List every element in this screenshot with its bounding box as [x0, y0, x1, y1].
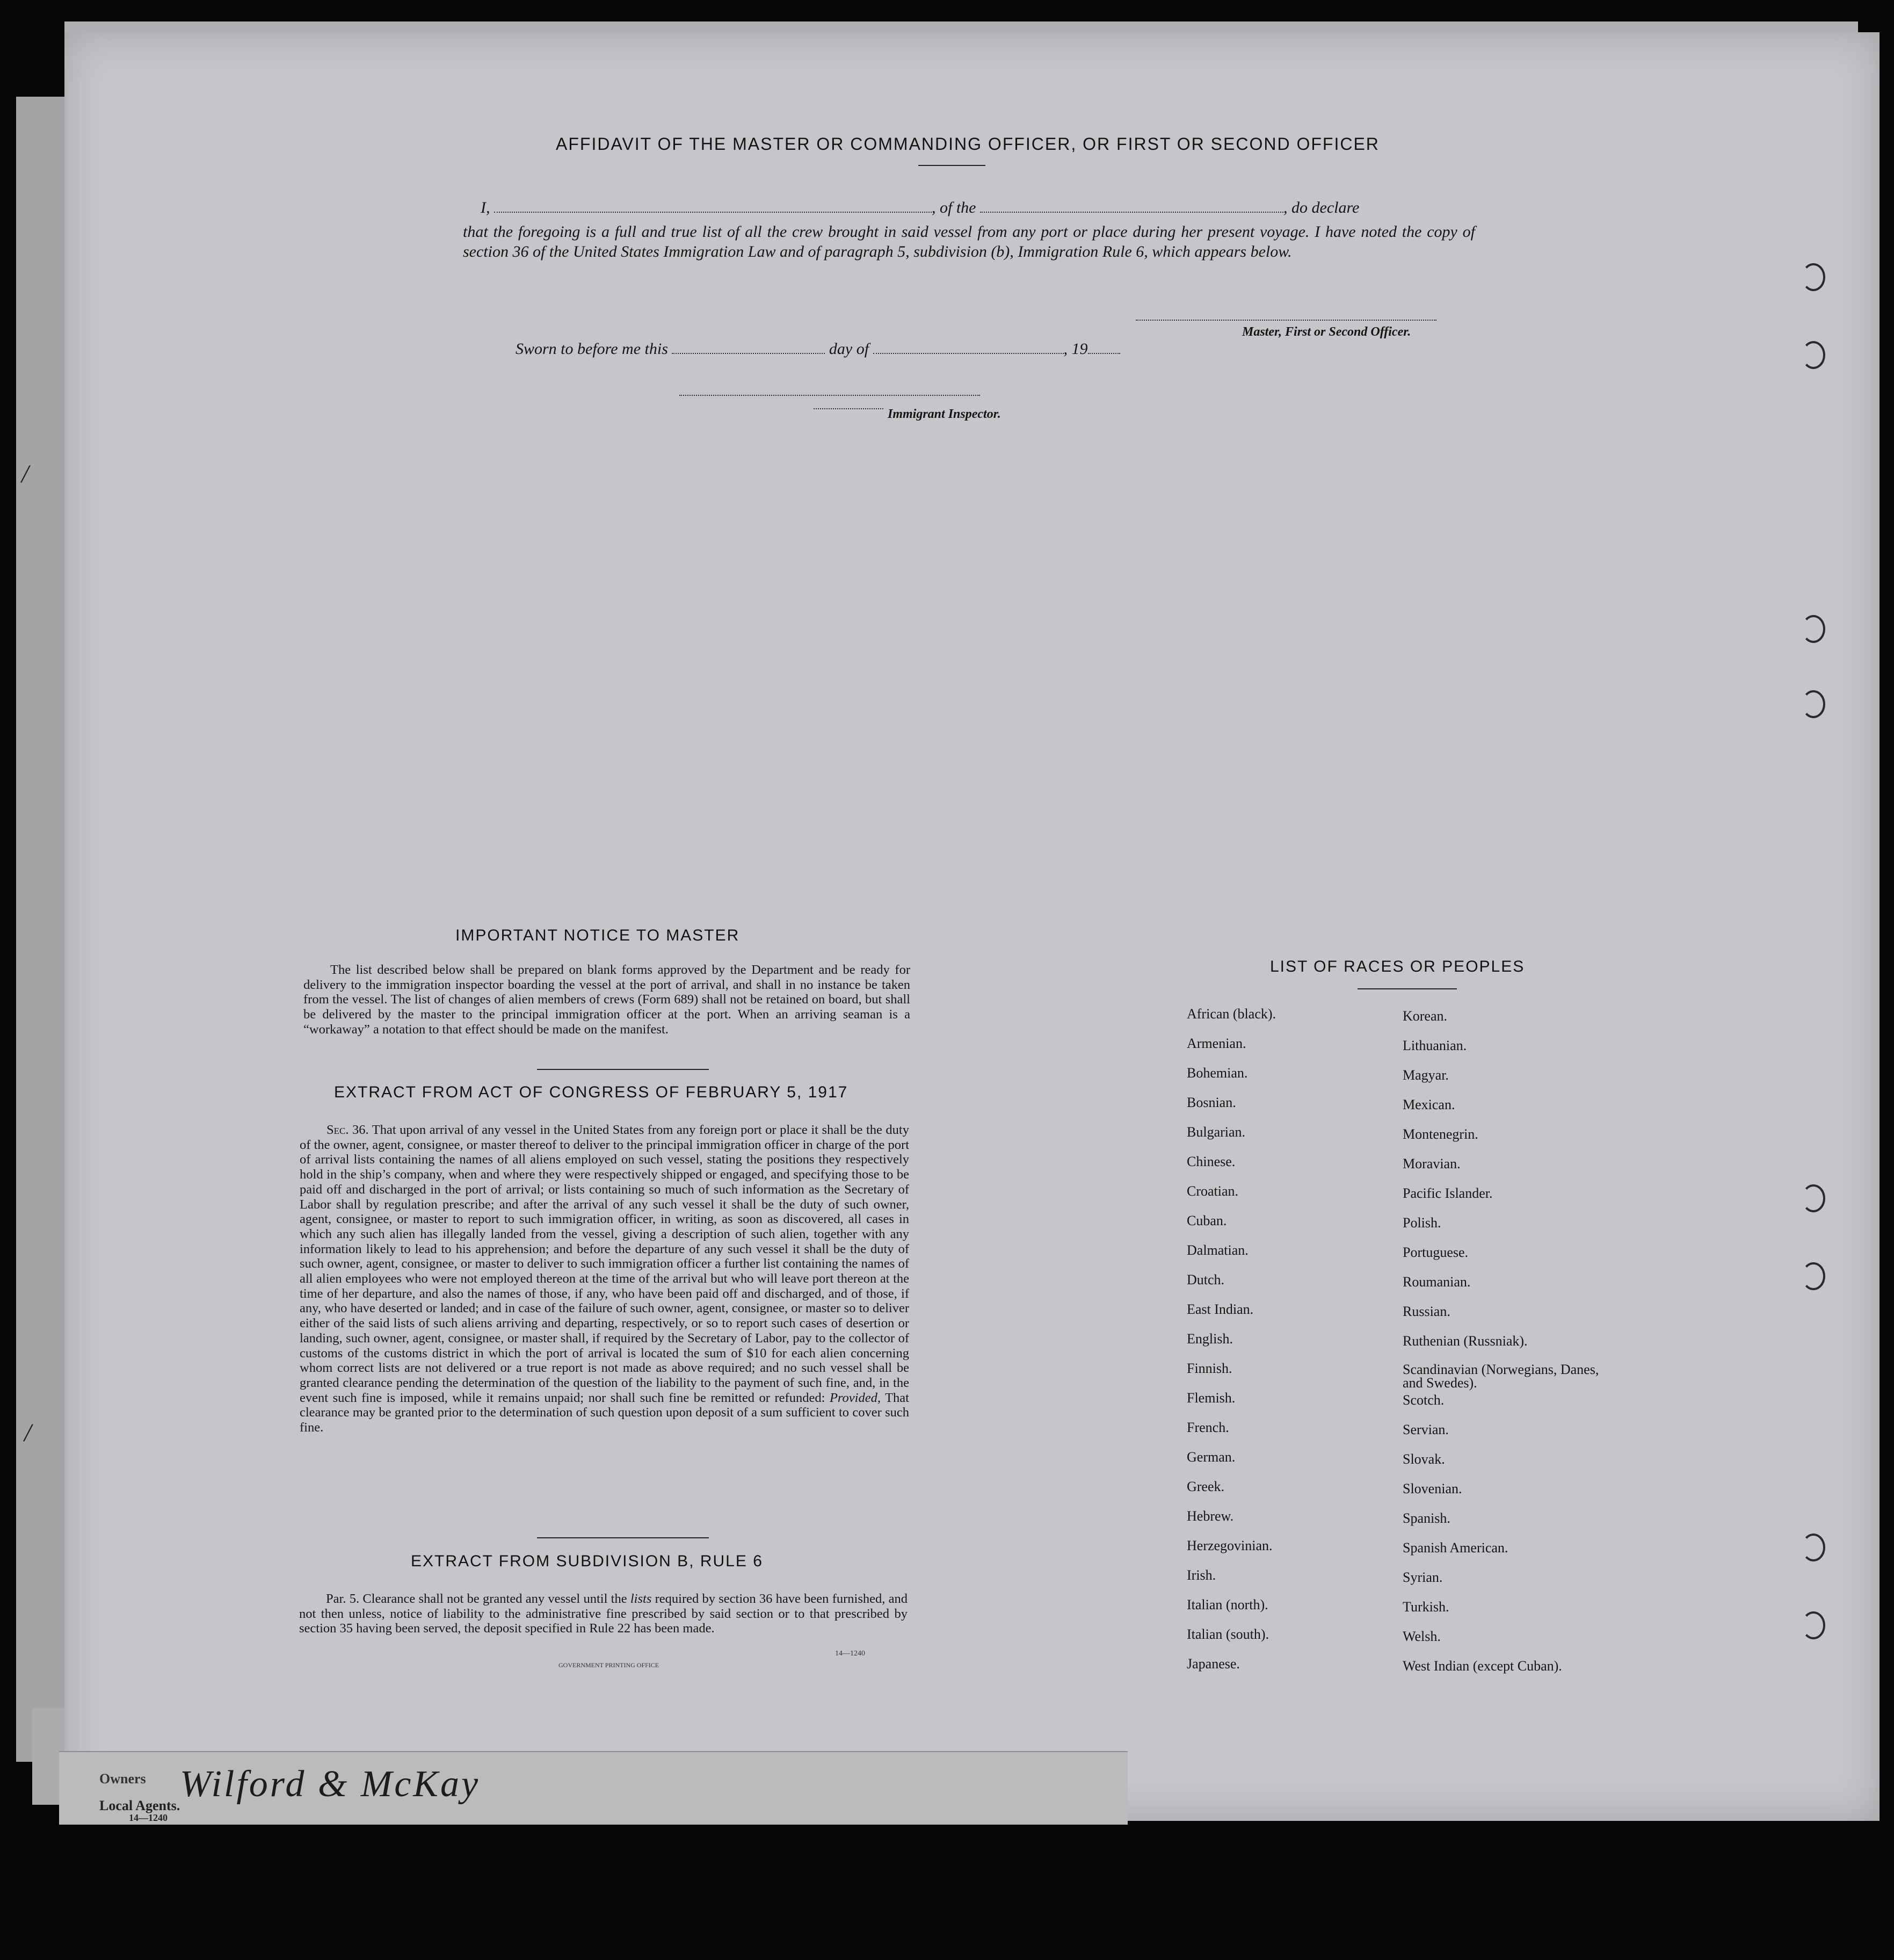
race-item: Bosnian. — [1187, 1095, 1236, 1110]
race-item: Lithuanian. — [1403, 1038, 1467, 1053]
strip-form-number: 14—1240 — [129, 1812, 168, 1823]
race-item: Pacific Islander. — [1403, 1185, 1493, 1201]
name-blank — [494, 212, 932, 213]
binder-hole — [1802, 1262, 1825, 1290]
notice-text: The list described below shall be prepared on blank forms approved by the Department and be ready for delivery to the immigration inspector boarding the vessel at the port of arrival, and shall in no instance be taken from the vessel. The list of changes of alien members of crews (Form 689) shall not be retained on board, but shall be delivered by the master to the principal immigration officer at the port. When an arriving seaman is a “workaway” a notation to that effect should be made on the manifest. — [303, 963, 910, 1037]
act-title: EXTRACT FROM ACT OF CONGRESS OF FEBRUARY 5, 1917 — [334, 1083, 848, 1101]
notice-title: IMPORTANT NOTICE TO MASTER — [455, 927, 740, 944]
race-item: Chinese. — [1187, 1154, 1236, 1169]
race-item: Dutch. — [1187, 1272, 1225, 1288]
race-item: Spanish American. — [1403, 1540, 1508, 1556]
master-caption: Master, First or Second Officer. — [1242, 325, 1411, 339]
notice-paragraph — [303, 963, 910, 1037]
affidavit-of-the: , of the — [932, 199, 976, 216]
rule6-text-a: Par. 5. Clearance shall not be granted any vessel until the — [326, 1592, 630, 1606]
race-item: West Indian (except Cuban). — [1403, 1658, 1562, 1674]
day-of-text: day of — [829, 340, 869, 358]
race-item: Hebrew. — [1187, 1508, 1234, 1524]
edge-handwriting-mark: / — [24, 1419, 32, 1447]
race-item: Moravian. — [1403, 1156, 1461, 1171]
handwritten-signature: Wilford & McKay — [180, 1763, 481, 1805]
rule6-title: EXTRACT FROM SUBDIVISION B, RULE 6 — [411, 1552, 763, 1570]
lower-strip — [59, 1751, 1128, 1825]
local-agents-label: Local Agents. — [99, 1798, 180, 1813]
race-item: Japanese. — [1187, 1656, 1240, 1672]
affidavit-title: AFFIDAVIT OF THE MASTER OR COMMANDING OFFICER, OR FIRST OR SECOND OFFICER — [556, 134, 1380, 154]
affidavit-i: I, — [481, 199, 490, 216]
act-provided: Provided, — [829, 1390, 881, 1405]
month-blank — [873, 353, 1064, 354]
race-item: Croatian. — [1187, 1183, 1239, 1199]
race-item: Servian. — [1403, 1422, 1449, 1437]
race-item: Herzegovinian. — [1187, 1538, 1273, 1553]
rule6-text-b: required by section 36 have been furnished, and not then unless, notice of liability to the administrative fine prescribed by said section or to that prescribed by section 35 having been served, the deposit specified in Rule 22 has been made. — [299, 1592, 908, 1636]
rule6-paragraph — [299, 1592, 908, 1636]
race-item: Syrian. — [1403, 1570, 1443, 1585]
race-item: Irish. — [1187, 1567, 1216, 1583]
race-item: Polish. — [1403, 1215, 1441, 1231]
race-item: Korean. — [1403, 1008, 1448, 1024]
race-item: Slovak. — [1403, 1451, 1445, 1467]
act-divider — [537, 1537, 709, 1538]
race-item: Dalmatian. — [1187, 1242, 1249, 1258]
race-item: Mexican. — [1403, 1097, 1455, 1112]
race-item: Cuban. — [1187, 1213, 1227, 1228]
affidavit-paragraph: that the foregoing is a full and true list of all the crew brought in said vessel from any port or place during her present voyage. I have noted the copy of section 36 of the United States Immigration Law and of paragraph 5, subdivision (b), Immigration Rule 6, which appears below. — [463, 223, 1475, 261]
race-item: Armenian. — [1187, 1036, 1246, 1051]
inspector-signature-line — [679, 395, 980, 396]
inspector-leader-dots — [814, 408, 883, 409]
races-divider — [1358, 988, 1457, 989]
binder-hole — [1802, 615, 1825, 643]
race-item: Welsh. — [1403, 1629, 1441, 1644]
race-item: Turkish. — [1403, 1599, 1449, 1615]
race-item: Roumanian. — [1403, 1274, 1471, 1290]
race-item: Greek. — [1187, 1479, 1225, 1494]
race-item: Portuguese. — [1403, 1245, 1469, 1260]
race-item: Russian. — [1403, 1304, 1450, 1319]
race-item: Montenegrin. — [1403, 1126, 1478, 1142]
year-blank — [1088, 353, 1120, 354]
race-item: Spanish. — [1403, 1510, 1450, 1526]
race-item: English. — [1187, 1331, 1233, 1347]
binder-hole — [1802, 341, 1825, 369]
edge-handwriting-mark: / — [21, 460, 29, 488]
binder-hole — [1802, 263, 1825, 291]
race-item: Italian (north). — [1187, 1597, 1268, 1612]
title-divider — [918, 165, 985, 166]
race-item: German. — [1187, 1449, 1236, 1465]
master-signature-line — [1136, 320, 1436, 321]
owners-label: Owners — [99, 1771, 146, 1787]
act-section-label: Sec. 36. — [326, 1123, 369, 1137]
races-right-column — [1403, 1008, 1601, 1688]
year-prefix: , 19 — [1063, 340, 1088, 358]
race-item: Bulgarian. — [1187, 1124, 1246, 1140]
race-item: French. — [1187, 1420, 1229, 1435]
race-item: Bohemian. — [1187, 1065, 1248, 1081]
sworn-text: Sworn to before me this — [516, 340, 668, 358]
document-page — [64, 32, 1880, 1821]
rule6-lists: lists — [630, 1592, 652, 1606]
act-paragraph — [300, 1123, 909, 1435]
notice-divider — [537, 1069, 709, 1070]
race-item: Magyar. — [1403, 1067, 1449, 1083]
race-item: East Indian. — [1187, 1301, 1254, 1317]
affidavit-declare: , do declare — [1283, 199, 1360, 216]
binder-hole — [1802, 690, 1825, 718]
form-number: 14—1240 — [835, 1650, 865, 1658]
race-item: Scandinavian (Norwegians, Danes, and Swedes). — [1403, 1362, 1599, 1391]
races-left-column — [1187, 1006, 1276, 1686]
sworn-line — [516, 340, 1120, 358]
race-item: Flemish. — [1187, 1390, 1236, 1406]
race-item: African (black). — [1187, 1006, 1276, 1022]
race-item: Scotch. — [1403, 1392, 1445, 1408]
binder-hole — [1802, 1611, 1825, 1639]
race-item: Slovenian. — [1403, 1481, 1462, 1496]
binder-hole — [1802, 1534, 1825, 1561]
inspector-caption: Immigrant Inspector. — [888, 407, 1001, 421]
race-item: Italian (south). — [1187, 1626, 1269, 1642]
race-item: Ruthenian (Russniak). — [1403, 1333, 1528, 1349]
race-item: Finnish. — [1187, 1361, 1232, 1376]
printing-office: GOVERNMENT PRINTING OFFICE — [558, 1661, 659, 1669]
binder-hole — [1802, 1184, 1825, 1212]
day-blank — [672, 353, 825, 354]
act-text: That upon arrival of any vessel in the United States from any foreign port or place it shall be the duty of the owner, agent, consignee, or master thereof to deliver to the principal immigration officer in charge of the port of arrival lists containing the names of all aliens employed on such vessel, stating the positions they respectively hold in the ship’s company, when and where they were respectively shipped or engaged, and specifying those to be paid off and discharged in the port of arrival; or lists containing so much of such information as the Secretary of Labor shall by regulation prescribe; and after the arrival of any such vessel it shall be the duty of such owner, agent, consignee, or master to report to such immigration officer, in writing, as soon as discovered, all cases in which any such alien has illegally landed from the vessel, giving a description of such alien, together with any information likely to lead to his apprehension; and before the departure of any such vessel it shall be the duty of such owner, agent, consignee, or master to deliver to such immigration officer a further list containing the names of all alien employees who were not employed thereon at the time of the arrival but who will leave port thereon at the time of her departure, and also the names of those, if any, who have been paid off and discharged, and of those, if any, who have deserted or landed; and in case of the failure of such owner, agent, consignee, or master so to deliver either of the said lists of such aliens arriving and departing, respectively, or so to report such cases of desertion or landing, such owner, agent, consignee, or master shall, if required by the Secretary of Labor, pay to the collector of customs of the customs district in which the port of arrival is located the sum of $10 for each alien concerning whom correct lists are not delivered or a true report is not made as above required; and no such vessel shall be granted clearance pending the determination of the question of the liability to the payment of such fine, and, in the event such fine is imposed, while it remains unpaid; nor shall such fine be remitted or refunded: — [300, 1123, 909, 1405]
vessel-blank — [980, 212, 1283, 213]
affidavit-declare-line — [481, 199, 1359, 217]
act-text-end: That clearance may be granted prior to the determination of such question upon deposit of a sum sufficient to cover such fine. — [300, 1390, 909, 1435]
races-title: LIST OF RACES OR PEOPLES — [1270, 958, 1525, 975]
